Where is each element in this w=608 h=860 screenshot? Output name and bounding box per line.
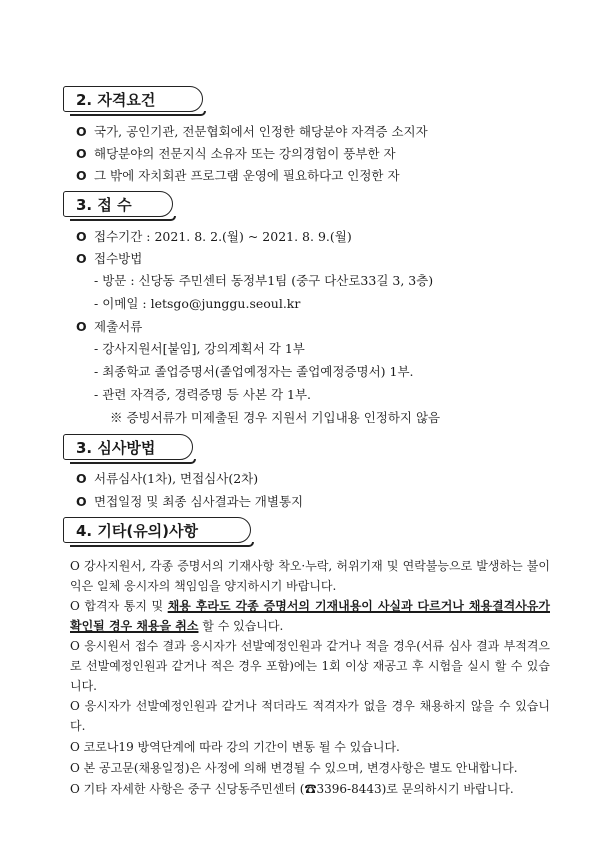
list-item: O 접수기간 : 2021. 8. 2.(월) ~ 2021. 8. 9.(월) [76,229,352,244]
list-item: O 접수방법 [76,251,143,266]
notice-paragraph: O 응시원서 접수 결과 응시자가 선발예정인원과 같거나 적을 경우(서류 심사 결과 부적격으로 선발예정인원과 같거나 적은 경우 포함)에는 1회 이상 재공고 후 시험을 실시 할 수 있습니다. [70,639,550,693]
list-item: O 국가, 공인기관, 전문협회에서 인정한 해당분야 자격증 소지자 [76,124,428,139]
list-item: O 서류심사(1차), 면접심사(2차) [76,471,259,486]
section-4-header: 4. 기타(유의)사항 [63,517,251,543]
bullet-icon: O [76,229,87,244]
notice-paragraph: O 기타 자세한 사항은 중구 신당동주민센터 (☎3396-8443)로 문의하시기 바랍니다. [70,782,514,796]
notice-paragraph: O 코로나19 방역단계에 따라 강의 기간이 변동 될 수 있습니다. [70,740,400,754]
bullet-icon: O [76,146,87,161]
notice-paragraph: O 강사지원서, 각종 증명서의 기재사항 착오·누락, 허위기재 및 연락불능으로 발생하는 불이익은 일체 응시자의 책임임을 양지하시기 바랍니다. [70,559,550,593]
section-2-header: 2. 자격요건 [63,86,203,112]
bullet-icon: O [76,319,87,334]
section-3-header: 3. 접 수 [63,191,173,217]
notice-paragraph: O 응시자가 선발예정인원과 같거나 적더라도 적격자가 없을 경우 채용하지 않을 수 있습니다. [70,699,550,733]
bullet-icon: O [76,471,87,486]
notice-paragraph: O 본 공고문(채용일정)은 사정에 의해 변경될 수 있으며, 변경사항은 별도 안내합니다. [70,761,518,775]
list-item: O 제출서류 [76,319,143,334]
highlight-text: 채용 후라도 각종 증명서의 기재내용이 사실과 다르거나 채용결격사유가 확인될 경우 채용을 취소 [70,599,550,633]
sub-item: - 관련 자격증, 경력증명 등 사본 각 1부. [94,387,311,402]
list-item: O 그 밖에 자치회관 프로그램 운영에 필요하다고 인정한 자 [76,168,400,183]
section-3b-header: 3. 심사방법 [63,434,193,460]
bullet-icon: O [76,124,87,139]
notice-paragraph: O 합격자 통지 및 채용 후라도 각종 증명서의 기재내용이 사실과 다르거나 채용결격사유가 확인될 경우 채용을 취소 할 수 있습니다. [70,599,550,633]
bullet-icon: O [76,494,87,509]
sub-item: - 강사지원서[붙임], 강의계획서 각 1부 [94,341,305,356]
sub-item: - 방문 : 신당동 주민센터 동정부1팀 (중구 다산로33길 3, 3층) [94,273,434,288]
note: ※ 증빙서류가 미제출된 경우 지원서 기입내용 인정하지 않음 [110,410,441,425]
list-item: O 면접일정 및 최종 심사결과는 개별통지 [76,494,304,509]
list-item: O 해당분야의 전문지식 소유자 또는 강의경험이 풍부한 자 [76,146,396,161]
sub-item: - 최종학교 졸업증명서(졸업예정자는 졸업예정증명서) 1부. [94,364,414,379]
sub-item: - 이메일 : letsgo@junggu.seoul.kr [94,296,301,311]
bullet-icon: O [76,251,87,266]
bullet-icon: O [76,168,87,183]
